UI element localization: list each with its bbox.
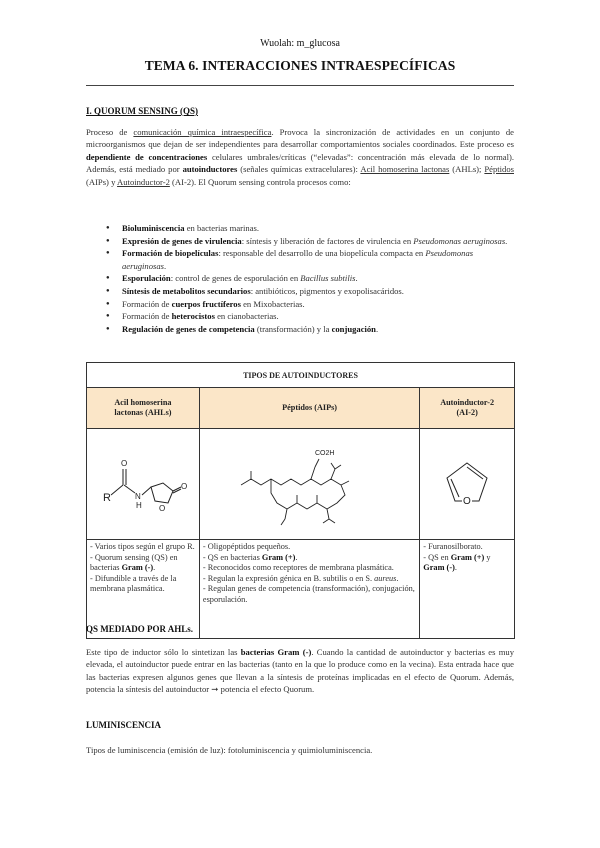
ahl-r-group-label: R	[102, 492, 111, 504]
list-item: ● Síntesis de metabolitos secundarios: antibióticos, pigmentos y exopolisacáridos.	[106, 285, 514, 298]
ahl-atom-h: H	[135, 501, 142, 510]
ahl-atom-n: N	[134, 492, 141, 501]
ahl-atom-o-carbonyl: O	[120, 459, 128, 468]
ahl-atom-o-lactone: O	[180, 482, 188, 491]
ai2-description: - Furanosilborato. - QS en Gram (+) y Gram (-).	[420, 540, 515, 639]
column-header-aips: Péptidos (AIPs)	[199, 388, 419, 429]
table-title: TIPOS DE AUTOINDUCTORES	[87, 363, 515, 388]
list-item: ● Formación de cuerpos fructíferos en Mixobacterias.	[106, 298, 514, 311]
ai2-structure-diagram	[437, 453, 497, 513]
column-header-ai2: Autoinductor-2 (AI-2)	[420, 388, 515, 429]
list-item: ● Bioluminiscencia en bacterias marinas.	[106, 222, 514, 235]
list-item: ● Regulación de genes de competencia (transformación) y la conjugación.	[106, 323, 514, 336]
ai2-structure-cell	[420, 429, 515, 540]
aip-description: - Oligopéptidos pequeños. - QS en bacterias Gram (+). - Reconocidos como receptores de membrana plasmática. - Regulan la expresión génica en B. subtilis o en S. aureus. - Regulan genes de competencia (transformación), conjugación, esporulación.	[199, 540, 419, 639]
section-heading-luminiscencia: LUMINISCENCIA	[86, 720, 162, 730]
section-heading-quorum-sensing: I. QUORUM SENSING (QS)	[86, 106, 199, 116]
ai2-atom-o: O	[463, 496, 471, 507]
ahl-structure-diagram	[93, 443, 193, 523]
autoinducer-types-table	[86, 362, 515, 639]
ahl-atom-o-ring: O	[158, 504, 166, 513]
aip-structure-diagram	[235, 437, 385, 529]
list-item: ● Formación de biopelículas: responsable del desarrollo de una biopelícula compacta en Pseudomonas aeruginosas.	[106, 247, 514, 272]
section-heading-qs-ahls: QS MEDIADO POR AHLs.	[86, 624, 194, 634]
ahl-description: - Varios tipos según el grupo R. - Quorum sensing (QS) en bacterias Gram (-). - Difundible a través de la membrana plasmática.	[87, 540, 200, 639]
qs-ahls-paragraph: Este tipo de inductor sólo lo sintetizan las bacterias Gram (-). Cuando la cantidad de autoinductor y bacterias es muy elevada, el autoinductor puede entrar en las bacterias (tanto en la que lo produce como en la vecina). Esta entrada hace que las bacterias expresen algunos genes que llevan a la síntesis de proteínas implicadas en el efecto de Quorum. Además, potencia la síntesis del autoinductor ➞ potencia el efecto Quorum.	[86, 647, 514, 695]
luminiscencia-paragraph: Tipos de luminiscencia (emisión de luz): fotoluminiscencia y quimioluminiscencia.	[86, 745, 373, 755]
wuolah-header: Wuolah: m_glucosa	[260, 38, 340, 49]
list-item: ● Expresión de genes de virulencia: síntesis y liberación de factores de virulencia en Pseudomonas aeruginosas.	[106, 235, 514, 248]
aip-carboxyl-label: CO2H	[314, 450, 335, 457]
list-item: ● Esporulación: control de genes de esporulación en Bacillus subtilis.	[106, 272, 514, 285]
aip-structure-cell	[199, 429, 419, 540]
ahl-structure-cell	[87, 429, 200, 540]
list-item: ● Formación de heterocistos en cianobacterias.	[106, 310, 514, 323]
column-header-ahls: Acil homoserina lactonas (AHLs)	[87, 388, 200, 429]
title-divider	[86, 85, 514, 86]
qs-processes-list	[106, 222, 514, 335]
page-title: TEMA 6. INTERACCIONES INTRAESPECÍFICAS	[144, 58, 456, 73]
quorum-sensing-intro: Proceso de comunicación química intraespecífica. Provoca la sincronización de actividades en un conjunto de microorganismos que dejan de ser independientes para desarrollar comportamientos sociales coordinados. Este proceso es dependiente de concentraciones celulares umbrales/críticas (“elevadas”: concentración más elevada de lo normal). Además, está mediado por autoinductores (señales químicas extracelulares): Acil homoserina lactonas (AHLs); Péptidos (AIPs) y Autoinductor-2 (AI-2). El Quorum sensing controla procesos como:	[86, 127, 514, 187]
